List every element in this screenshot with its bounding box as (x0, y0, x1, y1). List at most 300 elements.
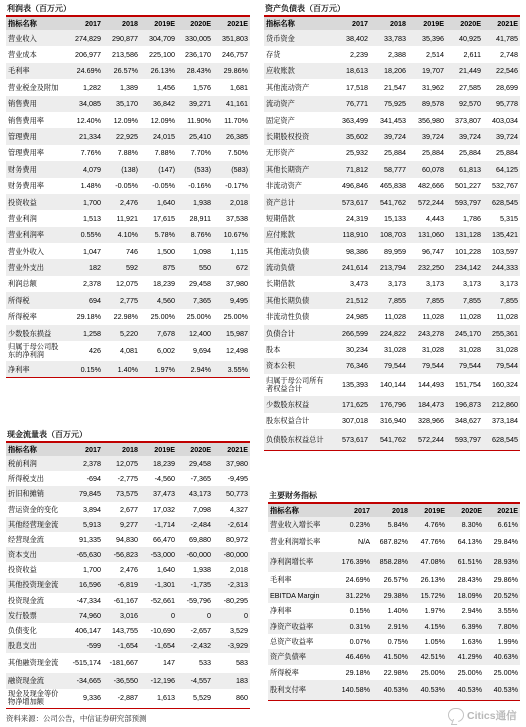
cell-value: 496,846 (342, 181, 368, 191)
cell-value: 572,244 (408, 194, 446, 210)
cell-value: 0 (140, 608, 177, 623)
cell-value: 7.76% (80, 148, 101, 158)
cell-value: 592 (103, 259, 140, 275)
cell-value: -34,665 (66, 673, 103, 688)
cell-value: 39,271 (177, 96, 213, 112)
cell-value: -4,560 (154, 474, 175, 484)
cell-value: -65,630 (66, 547, 103, 562)
table-row (264, 374, 520, 396)
row-label: 营业收入增长率 (268, 517, 334, 532)
row-label: 所得税率 (270, 667, 299, 677)
cell-value: -2,775 (117, 474, 138, 484)
table-row (264, 178, 520, 194)
cell-value: 348,627 (455, 416, 481, 426)
cell-value: 4.15% (410, 619, 447, 634)
row-label: 财务费用率 (8, 181, 44, 191)
cell-value: 1,700 (66, 194, 103, 210)
cell-value: 31,962 (422, 82, 444, 92)
cell-value: 3,173 (500, 279, 518, 289)
table-row (6, 593, 250, 608)
cell-value: 61,813 (446, 161, 483, 177)
cell-value: 1.99% (497, 637, 518, 647)
table-row (264, 259, 520, 275)
table-row (6, 623, 250, 638)
cell-value: 11.90% (187, 115, 211, 125)
cell-value: 76,771 (332, 96, 370, 112)
row-label: 非流动资产 (266, 181, 302, 191)
cell-value: 79,544 (408, 358, 446, 374)
column-header-year: 2018 (372, 504, 410, 517)
cell-value: 31,028 (496, 345, 518, 355)
cell-value: 31.22% (334, 588, 372, 603)
table-row (264, 46, 520, 62)
cell-value: 1.40% (387, 606, 408, 616)
cell-value: 21,449 (446, 63, 483, 79)
column-header-year: 2017 (334, 504, 372, 517)
table-row (264, 292, 520, 308)
cell-value: 17,032 (153, 504, 175, 514)
row-label: 销售费用 (6, 96, 66, 112)
cell-value: 6,002 (157, 346, 175, 356)
header-row (268, 504, 520, 517)
cell-value: 9,277 (103, 517, 140, 532)
cell-value: 255,361 (483, 325, 520, 341)
header-row (6, 443, 250, 456)
cell-value: 1.97% (140, 361, 177, 377)
cell-value: 42.51% (410, 649, 447, 664)
cell-value: 25.00% (186, 312, 211, 322)
cell-value: 426 (89, 346, 101, 356)
table-row (6, 63, 250, 79)
cell-value: 11.70% (224, 115, 248, 125)
cell-value: 1,576 (193, 82, 211, 92)
cell-value: 403,034 (492, 115, 518, 125)
column-header-year: 2021E (483, 17, 520, 30)
watermark-text: Citics通信 (467, 709, 517, 722)
cell-value: 2,018 (230, 565, 248, 575)
cell-value: 482,666 (418, 181, 444, 191)
table-row (6, 653, 250, 673)
cell-value: 101,228 (455, 246, 481, 256)
row-label: 资本公积 (264, 358, 332, 374)
cell-value: 24,985 (346, 312, 368, 322)
row-label: 净资产收益率 (268, 619, 334, 634)
row-label: EBITDA Margin (268, 588, 334, 603)
cell-value: 18,613 (332, 63, 370, 79)
cell-value: 550 (177, 259, 213, 275)
cell-value: 92,570 (446, 96, 483, 112)
cell-value: 7,855 (446, 292, 483, 308)
table-row (268, 634, 520, 649)
row-label: 毛利率 (6, 63, 66, 79)
row-label: 股本 (266, 345, 281, 355)
cell-value: 41.50% (372, 649, 410, 664)
row-label: 净利润增长率 (268, 552, 334, 572)
column-header-metric: 指标名称 (268, 504, 334, 517)
row-label: 税前利润 (6, 456, 66, 471)
cell-value: (147) (140, 161, 177, 177)
cell-value: 465,838 (380, 181, 406, 191)
row-label: 无形资产 (266, 148, 295, 158)
row-label: 流动负债 (264, 259, 332, 275)
cell-value: 0.15% (66, 361, 103, 377)
table-row (264, 210, 520, 226)
cell-value: 47.76% (420, 537, 445, 547)
cell-value: -599 (66, 638, 103, 653)
table-row (268, 588, 520, 603)
cell-value: 1,098 (193, 246, 211, 256)
cell-value: 15,987 (213, 325, 250, 341)
table-row (6, 161, 250, 177)
cell-value: 1,938 (193, 565, 211, 575)
cell-value: 79,544 (483, 358, 520, 374)
cell-value: -2,432 (177, 638, 213, 653)
source-note: 资料来源：公司公告，中信证券研究部预测 (6, 714, 147, 723)
table-row (264, 161, 520, 177)
cell-value: 2,611 (463, 49, 481, 59)
table-row (6, 243, 250, 259)
cell-value: 12,075 (103, 456, 140, 471)
cell-value: 15.72% (410, 588, 447, 603)
cell-value: 593,797 (446, 194, 483, 210)
cell-value: 29.38% (372, 588, 410, 603)
cell-value: 307,018 (342, 416, 368, 426)
cell-value: 0.55% (66, 227, 103, 243)
balance-sheet-table (264, 17, 520, 451)
cell-value: 40.53% (484, 680, 520, 700)
column-header-year: 2021E (213, 443, 250, 456)
cell-value: 212,860 (483, 396, 520, 412)
cell-value: 20.52% (484, 588, 520, 603)
row-label: 归属于母公司股东的净利润 (8, 342, 59, 360)
cell-value: -1,654 (140, 638, 177, 653)
row-label: 经营现金流 (8, 534, 44, 544)
cell-value: 40.53% (410, 680, 447, 700)
cell-value: 34,085 (66, 96, 103, 112)
row-label: 流动资产 (264, 96, 332, 112)
cell-value: 5.78% (140, 227, 177, 243)
cell-value: -2,657 (190, 626, 211, 636)
chat-bubble-icon (448, 708, 464, 722)
row-label: 非流动性负债 (266, 312, 310, 322)
cell-value: -12,196 (140, 673, 177, 688)
cell-value: 573,617 (332, 429, 370, 451)
table-row (268, 649, 520, 664)
table-row (264, 194, 520, 210)
cell-value: 213,586 (112, 49, 138, 59)
row-label: 资产负债率 (268, 649, 334, 664)
cell-value: 1,456 (157, 82, 175, 92)
cell-value: 330,005 (177, 30, 213, 46)
table-row (264, 413, 520, 429)
table-row (264, 30, 520, 46)
cell-value: 9,694 (193, 346, 211, 356)
cell-value: 373,807 (455, 115, 481, 125)
cell-value: 1,613 (140, 689, 177, 709)
table-row (6, 178, 250, 194)
cell-value: 10.67% (213, 227, 250, 243)
cell-value: 628,545 (483, 429, 520, 451)
row-label: 其他流动资产 (266, 82, 310, 92)
cell-value: 1,938 (177, 194, 213, 210)
cell-value: 46.46% (334, 649, 372, 664)
cell-value: 64,125 (483, 161, 520, 177)
cell-value: N/A (358, 537, 370, 547)
cell-value: -53,000 (140, 547, 177, 562)
cell-value: 1,640 (157, 565, 175, 575)
table-row (6, 194, 250, 210)
table-row (6, 96, 250, 112)
cell-value: 672 (213, 259, 250, 275)
cell-value: 0.23% (334, 517, 372, 532)
cell-value: 15,133 (384, 213, 406, 223)
table-row (6, 210, 250, 226)
column-header-year: 2021E (213, 17, 250, 30)
cell-value: 9,336 (66, 689, 103, 709)
cell-value: 11,028 (496, 312, 518, 322)
cell-value: 131,060 (408, 227, 446, 243)
table-row (268, 680, 520, 700)
cell-value: 66,470 (153, 534, 175, 544)
cell-value: 1,640 (140, 194, 177, 210)
table-row (264, 429, 520, 451)
cell-value: 7,855 (483, 292, 520, 308)
cell-value: 4,327 (230, 504, 248, 514)
column-header-year: 2017 (332, 17, 370, 30)
cell-value: 3,173 (426, 279, 444, 289)
row-label: 归属于母公司所有者权益合计 (266, 375, 324, 394)
cell-value: 135,421 (483, 227, 520, 243)
cell-value: -0.05% (152, 181, 175, 191)
cell-value: 26,385 (213, 128, 250, 144)
cell-value: 26.57% (383, 575, 408, 585)
row-label: 营运资金的变化 (8, 504, 59, 514)
cell-value: 7.88% (154, 148, 175, 158)
cell-value: (138) (103, 161, 140, 177)
cell-value: 22.98% (383, 667, 408, 677)
cell-value: 5,315 (500, 213, 518, 223)
cell-value: 144,493 (418, 380, 444, 390)
cell-value: 245,170 (446, 325, 483, 341)
cell-value: (583) (213, 161, 250, 177)
table-row (6, 259, 250, 275)
cell-value: 2,775 (103, 292, 140, 308)
header-row (264, 17, 520, 30)
cell-value: 171,625 (332, 396, 370, 412)
row-label: 其他长期负债 (264, 292, 332, 308)
cell-value: 628,545 (483, 194, 520, 210)
cell-value: 38,402 (332, 30, 370, 46)
cell-value: 79,544 (370, 358, 408, 374)
cell-value: 328,966 (418, 416, 444, 426)
cell-value: 135,393 (342, 380, 368, 390)
cell-value: 225,100 (149, 49, 175, 59)
cell-value: 28,911 (189, 213, 211, 223)
cell-value: 21,547 (384, 82, 406, 92)
row-label: 所得税 (6, 292, 66, 308)
cell-value: 47.08% (410, 552, 447, 572)
cell-value: 29,458 (189, 279, 211, 289)
cell-value: 89,959 (384, 246, 406, 256)
row-label: 存货 (266, 49, 281, 59)
cell-value: 1.48% (80, 181, 101, 191)
cell-value: 76,346 (332, 358, 370, 374)
cell-value: 241,614 (332, 259, 370, 275)
row-label: 股东权益合计 (266, 416, 310, 426)
cell-value: -181,667 (109, 658, 138, 668)
row-label: 其他长期资产 (264, 161, 332, 177)
row-label: 少数股东损益 (6, 325, 66, 341)
cell-value: 31,028 (459, 345, 481, 355)
table-row (264, 396, 520, 412)
cell-value: 9,495 (213, 292, 250, 308)
cell-value: 304,709 (140, 30, 177, 46)
row-label: 长期借款 (266, 279, 295, 289)
row-label: 负债变化 (8, 626, 37, 636)
cell-value: 1,389 (120, 82, 138, 92)
cell-value: 11,921 (116, 213, 138, 223)
table-row (6, 517, 250, 532)
cell-value: 4,560 (140, 292, 177, 308)
cashflow-title: 现金流量表（百万元） (7, 430, 87, 439)
cell-value: 25.00% (150, 312, 175, 322)
row-label: 所得税率 (8, 312, 37, 322)
cell-value: 22,925 (103, 128, 140, 144)
cell-value: 71,812 (332, 161, 370, 177)
cell-value: 26.13% (420, 575, 445, 585)
cell-value: 25,884 (384, 148, 406, 158)
cell-value: 694 (66, 292, 103, 308)
cell-value: 60,078 (408, 161, 446, 177)
cell-value: -4,557 (177, 673, 213, 688)
table-row (264, 309, 520, 325)
cell-value: 25.00% (457, 667, 482, 677)
cell-value: 3,173 (388, 279, 406, 289)
table-row (268, 619, 520, 634)
cell-value: 2,677 (120, 504, 138, 514)
cell-value: -0.17% (225, 181, 248, 191)
cell-value: 8.30% (447, 517, 484, 532)
cell-value: 17,518 (346, 82, 368, 92)
cell-value: 25.00% (223, 312, 248, 322)
cell-value: 147 (163, 658, 175, 668)
row-label: 营业税金及附加 (8, 82, 59, 92)
column-header-year: 2019E (408, 17, 446, 30)
row-label: 货币资金 (264, 30, 332, 46)
cell-value: 28.43% (177, 63, 213, 79)
row-label: 长期股权投资 (264, 128, 332, 144)
cell-value: 2,378 (83, 279, 101, 289)
cell-value: 22,546 (483, 63, 520, 79)
cell-value: 3,473 (350, 279, 368, 289)
cell-value: 341,453 (380, 115, 406, 125)
cell-value: 746 (126, 246, 138, 256)
cell-value: 7.80% (484, 619, 520, 634)
cell-value: 79,845 (66, 486, 103, 501)
cell-value: 541,762 (370, 429, 408, 451)
cell-value: 4,443 (426, 213, 444, 223)
cell-value: 28.43% (457, 575, 482, 585)
cell-value: 96,747 (422, 246, 444, 256)
table-row (6, 638, 250, 653)
cell-value: 140,144 (380, 380, 406, 390)
cell-value: 31,028 (384, 345, 406, 355)
cell-value: -0.05% (115, 181, 138, 191)
cell-value: 41.29% (447, 649, 484, 664)
cell-value: 0.15% (349, 606, 370, 616)
cell-value: 351,803 (213, 30, 250, 46)
row-label: 短期借款 (266, 213, 295, 223)
cell-value: -6,819 (103, 578, 140, 593)
row-label: 负债合计 (264, 325, 332, 341)
row-label: 营业利润率 (6, 227, 66, 243)
row-label: 投资收益 (8, 565, 37, 575)
cell-value: 1,282 (83, 82, 101, 92)
cell-value: 5,529 (177, 689, 213, 709)
cell-value: 28,699 (496, 82, 518, 92)
row-label: 发行股票 (6, 608, 66, 623)
cell-value: 131,128 (446, 227, 483, 243)
row-label: 总资产收益率 (270, 637, 314, 647)
cell-value: 17,615 (153, 213, 175, 223)
cell-value: 406,147 (75, 626, 101, 636)
table-row (6, 30, 250, 46)
cell-value: 196,873 (446, 396, 483, 412)
cell-value: 118,910 (332, 227, 370, 243)
cell-value: 7,365 (177, 292, 213, 308)
cell-value: 29.86% (493, 575, 518, 585)
row-label: 其他融资现金流 (8, 658, 59, 668)
cell-value: 2,476 (120, 565, 138, 575)
table-row (6, 471, 250, 486)
cell-value: 687.82% (379, 537, 408, 547)
column-header-year: 2020E (177, 17, 213, 30)
balance-title: 资产负债表（百万元） (265, 4, 345, 13)
cell-value: 26.57% (103, 63, 140, 79)
row-label: 股息支出 (6, 638, 66, 653)
cell-value: 2,476 (103, 194, 140, 210)
row-label: 营业利润 (8, 213, 37, 223)
table-row (6, 562, 250, 577)
table-row (264, 63, 520, 79)
cell-value: 41,785 (483, 30, 520, 46)
cell-value: 79,544 (446, 358, 483, 374)
column-header-year: 2019E (140, 443, 177, 456)
cell-value: 2,239 (350, 49, 368, 59)
cell-value: 533 (199, 658, 211, 668)
cell-value: 18.09% (447, 588, 484, 603)
table-row (264, 79, 520, 95)
cell-value: 3,529 (230, 626, 248, 636)
financial-ratios-table (268, 504, 520, 701)
cell-value: 1,681 (230, 82, 248, 92)
cell-value: 26.13% (140, 63, 177, 79)
cell-value: 182 (66, 259, 103, 275)
cell-value: 11,028 (422, 312, 444, 322)
cell-value: 2,018 (213, 194, 250, 210)
cell-value: -9,495 (227, 474, 248, 484)
table-row (6, 673, 250, 688)
cell-value: 94,830 (116, 534, 138, 544)
cell-value: 243,278 (408, 325, 446, 341)
cell-value: 3,173 (463, 279, 481, 289)
cell-value: 183 (213, 673, 250, 688)
cell-value: 37,980 (213, 456, 250, 471)
cell-value: 0 (213, 608, 250, 623)
cell-value: 858.28% (372, 552, 410, 572)
cell-value: 1,513 (83, 213, 101, 223)
cell-value: 7,855 (370, 292, 408, 308)
